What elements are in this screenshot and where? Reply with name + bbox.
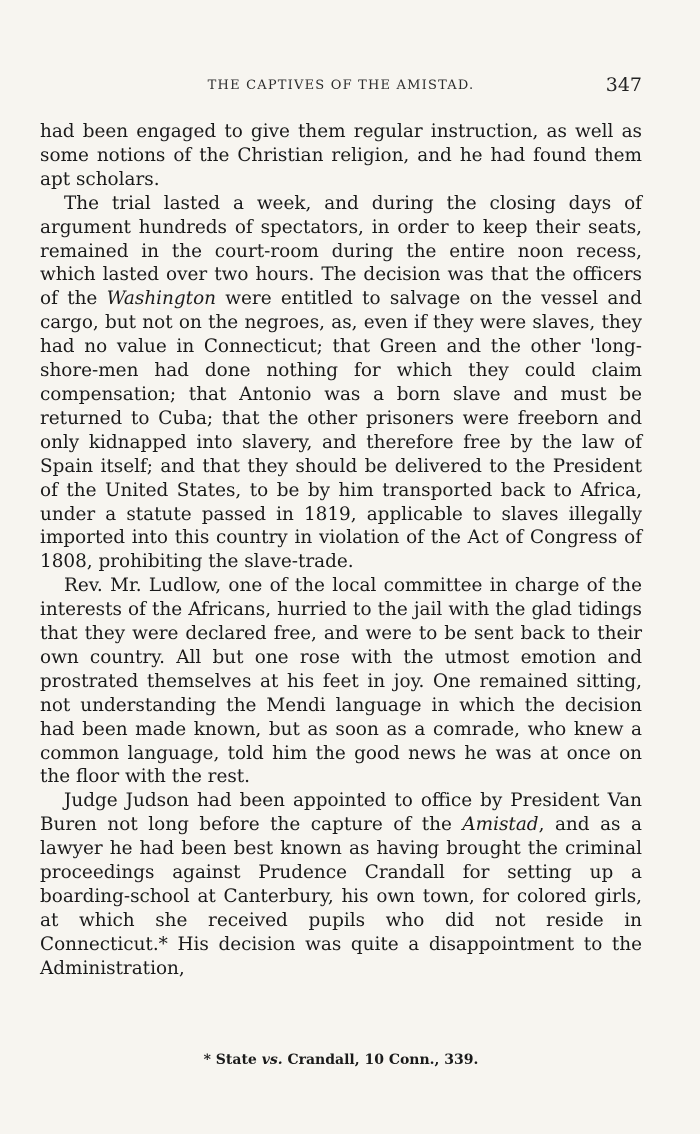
footnote-italic: vs. <box>261 1052 283 1068</box>
paragraph-3: Rev. Mr. Ludlow, one of the local committee in charge of the interests of the Africans, hurried to the jail with the glad tidings that they were declared free, and were to be sent back to their own country. All but one rose with the utmost emotion and prostrated themselves at his feet in joy. One remained sitting, not understanding the Mendi language in which the decision had been made known, but as soon as a comrade, who knew a common language, told him the good news he was at once on the floor with the rest. <box>40 575 642 788</box>
body-text <box>40 120 642 981</box>
ship-name-washington: Washington <box>106 288 216 310</box>
paragraph-2-text-b: were entitled to salvage on the vessel and cargo, but not on the negroes, as, even if they were slaves, they had no value in Connecticut; that Green and the other 'long-shore-men had done nothing for which they could claim compensation; that Antonio was a born slave and must be returned to Cuba; that the other prisoners were freeborn and only kidnapped into slavery, and therefore free by the law of Spain itself; and that they should be delivered to the President of the United States, to be by him transported back to Africa, under a statute passed in 1819, applicable to slaves illegally imported into this country in violation of the Act of Congress of 1808, prohibiting the slave-trade. <box>40 288 642 573</box>
paragraph-4-text-a: Judge Judson had been appointed to office by President Van Buren not long before the capture of the <box>40 790 642 836</box>
footnote-prefix: * State <box>203 1052 262 1068</box>
running-title: THE CAPTIVES OF THE AMISTAD. <box>207 78 475 93</box>
paragraph-2-text-a: The trial lasted a week, and during the closing days of argument hundreds of spectators, in order to keep their seats, remained in the court-room during the entire noon recess, which lasted over two hours. The decision was that the officers of the <box>40 192 642 310</box>
ship-name-amistad: Amistad <box>462 814 539 836</box>
footnote <box>40 1052 642 1068</box>
page-number: 347 <box>605 74 642 96</box>
page-header <box>40 74 642 98</box>
paragraph-4-text-b: , and as a lawyer he had been best known as having brought the criminal proceedings against Prudence Crandall for setting up a boarding-school at Canterbury, his own town, for colored girls, at which she received pupils who did not reside in Connecticut.* His decision was quite a disappointment to the Administration, <box>40 814 642 979</box>
paragraph-4 <box>40 789 642 980</box>
footnote-suffix: Crandall, 10 Conn., 339. <box>282 1052 479 1068</box>
paragraph-2 <box>40 192 642 575</box>
paragraph-1: had been engaged to give them regular instruction, as well as some notions of the Christian religion, and he had found them apt scholars. <box>40 121 642 190</box>
